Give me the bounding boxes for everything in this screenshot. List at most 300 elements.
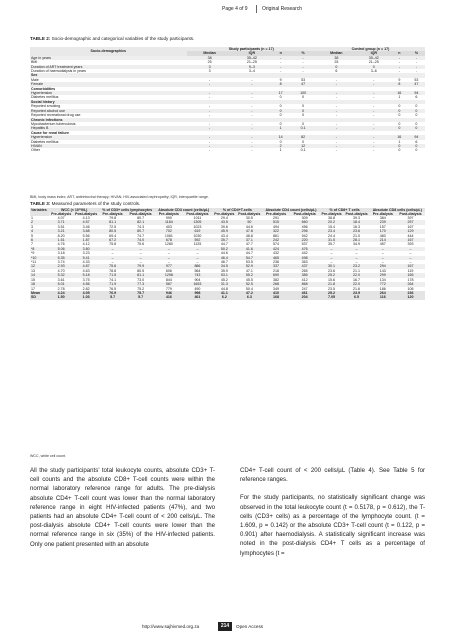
table3-cell: 1280 [164, 242, 173, 247]
table3-cell: 5.35 [49, 256, 73, 260]
table2-row-label: Age in years [30, 56, 187, 60]
table3-cell: 45.5 [245, 277, 253, 282]
table3-group-header: WCC (× 10^9/L) [49, 208, 99, 212]
table3-row-label: 14 [30, 273, 49, 277]
table3-row-label: 4 [30, 229, 49, 233]
table2-cell: 0 [316, 65, 357, 69]
table2-row-label: Hypertension [30, 91, 187, 95]
table3-cell: 78.8 [109, 268, 117, 273]
table3-cell: 337 [262, 264, 289, 268]
table3-cell: 461 [290, 291, 320, 295]
table3-cell: 167 [396, 264, 425, 268]
table3-cell: – [155, 247, 182, 251]
table3-cell: 5.32 [49, 273, 73, 277]
table3-cell: 74.3 [137, 224, 145, 229]
table3-cell: – [155, 256, 182, 260]
table2-cell: 0.1 [300, 148, 306, 153]
table2-cell: - [335, 77, 337, 82]
table2-cell: 9–3 [233, 65, 271, 69]
table2-cell: 38 [187, 56, 233, 60]
table3-cell: 50.2 [212, 247, 236, 251]
table3-row-label: 15 [31, 277, 35, 282]
table3-cell: – [167, 260, 170, 265]
table3-cell: 15.6 [328, 277, 336, 282]
table3-cell: 44.6 [220, 251, 228, 256]
table3-cell: 410 [262, 291, 289, 295]
table3-cell: 82.1 [126, 220, 155, 224]
table2-row-label: Social history [30, 100, 187, 104]
table2-cell: 47 [290, 82, 316, 86]
table3-cell: 416 [155, 295, 182, 299]
table2-row-label: Reported smoking [31, 104, 61, 109]
table2-row-label: Reported recreational drug use [31, 113, 81, 118]
table3-cell: 587 [155, 282, 182, 286]
table3-cell: 309 [301, 216, 308, 220]
table2-cell: - [187, 109, 233, 113]
table3-cell: – [111, 251, 114, 256]
table3-subheader: Pre-dialysis [214, 212, 235, 216]
table3-row-label: *11 [31, 260, 37, 265]
table3-cell: 73.0 [137, 277, 145, 282]
table2-cell: - [251, 121, 253, 126]
table3-cell: 1125 [193, 242, 202, 247]
table2-cell: 0 [391, 144, 408, 148]
table3-cell: 868 [290, 282, 320, 286]
table3-cell: 437 [290, 264, 320, 268]
table2-cell: 25 [207, 60, 212, 65]
table3-cell: 214 [370, 238, 396, 242]
table3-cell: 53.1 [212, 273, 236, 277]
table3-cell: 30.5 [245, 216, 253, 220]
table2-cell: - [373, 113, 375, 118]
table3-cell: – [370, 256, 396, 260]
table2-row-label: Hypertension [30, 135, 187, 139]
table3-cell: 81.1 [99, 220, 126, 224]
table3-cell: 53.5 [245, 260, 253, 265]
table3-cell: 4.24 [49, 291, 73, 295]
table2-row-label: Other [31, 148, 40, 153]
table3-cell: 5.01 [49, 282, 73, 286]
table3-cell: – [183, 256, 213, 260]
table3-cell: 574 [273, 242, 280, 247]
table3-subheader: Post-dialysis [396, 212, 425, 216]
table3-cell: 80.7 [137, 216, 145, 220]
table2-row-label: Female [30, 82, 187, 86]
table2-cell: 0 [279, 95, 282, 100]
table3-cell: 483 [379, 233, 386, 238]
table2-cell: 1 [398, 95, 401, 100]
table3-row-label: 6 [30, 238, 49, 242]
table2-cell: - [290, 65, 316, 69]
table2-subheader: n [271, 51, 290, 55]
table3-cell: 1.87 [73, 238, 99, 242]
table2-row [30, 148, 425, 152]
table3-cell: 44.8 [220, 286, 228, 291]
table3-cell: 1011 [193, 216, 202, 220]
table2-cell: - [373, 95, 375, 100]
table2-cell: 3 [187, 65, 233, 69]
table3-cell: 34.5 [212, 264, 236, 268]
table3-cell: 322 [262, 229, 289, 233]
table3-cell: – [381, 251, 384, 256]
table3-cell: 592 [183, 238, 213, 242]
table3-cell: 476 [290, 247, 320, 251]
table3-cell: – [126, 247, 155, 251]
table3-cell: – [139, 251, 142, 256]
table3-cell: 7.05 [320, 295, 344, 299]
table3-cell: 39.6 [220, 224, 228, 229]
table2-cell: - [357, 144, 391, 148]
table3-cell: 1.03 [73, 295, 99, 299]
table3-cell: – [99, 247, 126, 251]
table3-cell: – [99, 256, 126, 260]
table3-caption [30, 201, 140, 206]
table3-cell: 3.68 [73, 229, 99, 233]
table3-cell: – [111, 260, 114, 265]
table3-cell: – [396, 256, 425, 260]
table3-subheader: Post-dialysis [290, 212, 320, 216]
table3-subheader: Post-dialysis [75, 212, 98, 216]
table3-cell: 69.4 [109, 233, 117, 238]
table3-cell: 3.75 [82, 277, 90, 282]
table3-cell: 4.76 [57, 242, 65, 247]
table3-cell: 18.4 [344, 220, 370, 224]
table2-cell: - [187, 82, 233, 86]
table2-cell: - [373, 104, 375, 109]
table3-cell: 31.5 [320, 238, 344, 242]
table3-cell: 24.4 [328, 233, 336, 238]
table2-cell: - [373, 77, 375, 82]
table3-cell: 43.5 [212, 220, 236, 224]
table3-cell: 35.7 [328, 242, 336, 247]
table3-cell: 743 [183, 273, 213, 277]
table3-cell: 80.7 [126, 229, 155, 233]
table3-summary-label: Mean [30, 291, 49, 295]
table3-cell: 363 [301, 260, 308, 265]
table3-cell: 444 [407, 233, 414, 238]
table3-cell: 247 [301, 286, 308, 291]
table3-cell: 76.9 [99, 291, 126, 295]
table2-cell: - [373, 139, 375, 144]
table2-cell: 0 [408, 109, 425, 113]
table3-cell: 29.4 [220, 216, 228, 220]
table3-cell: 204 [290, 295, 320, 299]
table3-subheader: Pre-dialysis [262, 212, 289, 216]
table2-cell: 0 [391, 126, 408, 130]
table2-cell: - [357, 91, 391, 95]
table2-cell: - [209, 121, 211, 126]
table2-cell: - [233, 82, 271, 86]
table2-cell: 53 [414, 77, 419, 82]
table3-cell: 71.9 [99, 282, 126, 286]
table3-cell: 79.9 [126, 264, 155, 268]
table2-cell: - [280, 69, 282, 74]
table2-cell: 0 [271, 109, 290, 113]
table3-cell: 424 [262, 247, 289, 251]
table3-cell: 5.06 [49, 247, 73, 251]
table3-cell: 168 [262, 295, 289, 299]
table3-cell: 77.3 [126, 282, 155, 286]
table3-cell: 498 [290, 256, 320, 260]
table3-cell: – [320, 256, 344, 260]
table3-cell: 47.7 [245, 242, 253, 247]
table3-cell: 3.18 [57, 251, 65, 256]
table3-cell: 79.8 [109, 216, 117, 220]
table2-cell: - [398, 69, 400, 74]
table3-cell: – [320, 247, 344, 251]
table2-cell: - [251, 77, 253, 82]
table3-summary-row [30, 295, 425, 299]
table2-cell: 0 [398, 104, 401, 109]
table3-cell: 119 [407, 268, 414, 273]
table3-cell: 403 [165, 224, 172, 229]
table3-cell: 1.51 [49, 238, 73, 242]
table2-row-label: Diabetes mellitus [31, 95, 59, 100]
table3-cell: 2.93 [49, 264, 73, 268]
table2-cell: - [209, 113, 211, 118]
table3-row-label: 12 [30, 264, 49, 268]
table3-cell: 401 [183, 295, 213, 299]
table2-subheader: % [290, 51, 316, 55]
table3-cell: – [183, 247, 213, 251]
table2-cell: 0 [398, 121, 401, 126]
table3-cell: 3.21 [49, 229, 73, 233]
table3-cell: 296 [290, 229, 320, 233]
table3-row-label: 1 [31, 216, 33, 220]
table3-cell: 456 [301, 224, 308, 229]
table3-cell: 4.57 [73, 220, 99, 224]
table3-cell: 772 [370, 282, 396, 286]
table2-cell: - [209, 95, 211, 100]
table3-cell: 44.7 [245, 251, 253, 256]
table3-cell: 81.1 [126, 273, 155, 277]
table3-cell: 946 [155, 291, 182, 295]
table2-cell: 9 [279, 77, 282, 82]
table2-cell: 0 [302, 95, 305, 100]
table3-subheader: Post-dialysis [345, 212, 368, 216]
table3-cell: 236 [273, 260, 280, 265]
table3-cell: 80.5 [99, 229, 126, 233]
table3-cell: 1184 [155, 220, 182, 224]
table3-row-label: 3 [31, 224, 33, 229]
table2-cell: 0.1 [290, 126, 316, 130]
table3-cell: 46.7 [220, 260, 228, 265]
table2-cell: 2 [271, 144, 290, 148]
table2-row-label: Diabetes mellitus [31, 139, 59, 144]
table3-cell: 54.7 [236, 256, 262, 260]
table2-cell: 0 [398, 148, 401, 153]
table3-cell: 20.2 [320, 220, 344, 224]
table2-cell: 17 [271, 91, 290, 95]
table3-cell: 1298 [155, 273, 182, 277]
table3-cell: 977 [155, 264, 182, 268]
table3-cell: 75.6 [137, 242, 145, 247]
table2-cell: - [316, 109, 357, 113]
table2-cell: 0 [302, 113, 305, 118]
table3-cell: 28.1 [344, 238, 370, 242]
table2-row-label: Male [31, 77, 39, 82]
table3-group-header: % of CD8+ T cells [320, 208, 370, 212]
table3-summary-label: SD [30, 295, 49, 299]
table2-cell: - [373, 121, 375, 126]
table2-cell: - [280, 60, 282, 65]
table2-row-label: Chronic infections [30, 118, 187, 122]
table3-cell: 490 [194, 286, 201, 291]
table2-row-label: Mycobacterium tuberculosis [31, 121, 76, 126]
table3-cell: 412 [301, 277, 308, 282]
table2-caption-label: TABLE 2: [30, 36, 51, 41]
table2-cell: 16 [391, 135, 408, 139]
body-paragraph: For the study participants, no statistically significant change was observed in the total leukocyte count (t = 0.5178, p = 0.612), the T-cells (CD3+ cells) as a percentage of the lymphocyte count. (t = 1.609, p = 0.142) or the absolute CD3+ T-cell count (t = 0.122, p = 0.901) after haemodialysis. A statistically significant increase was noted in the post-dialysis CD4+ T cells as a percentage of lymphocytes (t = [240, 494, 425, 557]
table3-cell: 16.7 [353, 277, 361, 282]
table3-cell: 861 [273, 233, 280, 238]
table3-cell: 21.1 [353, 268, 361, 273]
table3-cell: 167 [396, 238, 425, 242]
page-number: 214 [218, 622, 232, 631]
table2-cell: 6 [335, 69, 338, 74]
table2-cell: - [316, 144, 357, 148]
table2-cell: - [251, 113, 253, 118]
table2-cell: - [251, 95, 253, 100]
table2-cell: - [233, 109, 271, 113]
table2-cell: 35–42 [357, 56, 391, 60]
table2-cell: - [335, 121, 337, 126]
table2-cell: 21–25 [368, 60, 379, 65]
table3-cell: 4.13 [82, 216, 90, 220]
table3-cell: 55.2 [236, 273, 262, 277]
table2-cell: - [357, 126, 391, 130]
table2-cell: 82 [290, 135, 316, 139]
table3-cell: 75.8 [109, 242, 117, 247]
table3-cell: 904 [194, 277, 201, 282]
table3-cell: 50.4 [245, 286, 253, 291]
table3-cell: 457 [379, 242, 386, 247]
journal-url-link[interactable]: http://www.sajhivmed.org.za [142, 624, 200, 629]
table2-cell: - [209, 148, 211, 153]
table3-cell: 75.6 [99, 264, 126, 268]
table3-subheader: Pre-dialysis [370, 212, 396, 216]
table3-cell: 4.33 [82, 260, 90, 265]
table2-cell: 0 [415, 104, 418, 109]
table2-cell: - [335, 113, 337, 118]
table3-cell: 779 [165, 286, 172, 291]
table3-cell: 43.4 [220, 233, 228, 238]
table3-cell: – [126, 256, 155, 260]
table2-cell: 3 [208, 69, 211, 74]
table2-cell: - [233, 144, 271, 148]
table3-cell: 349 [273, 286, 280, 291]
table3-cell: 5.41 [73, 256, 99, 260]
table3-cell: 34.9 [353, 242, 361, 247]
table3-cell: 218 [273, 268, 280, 273]
table3-cell: – [196, 251, 199, 256]
table2-cell: - [415, 69, 418, 74]
table3-cell: 48.8 [245, 233, 253, 238]
table3-cell: 21.0 [353, 233, 361, 238]
table3-cell: 384 [379, 216, 386, 220]
table3-cell: 39.3 [353, 216, 361, 220]
page-header [0, 4, 453, 16]
table3-cell: 3.71 [49, 220, 73, 224]
table2-cell: - [316, 91, 357, 95]
table3-cell: 167 [407, 224, 414, 229]
body-paragraph: All the study participants’ total leukocyte counts, absolute CD3+ T-cell counts and the absolute CD8+ T-cell counts were within the normal laboratory reference range for adults. The pre-dialysis absolute CD4+ T-cell count was lower than the normal laboratory reference range in eight HIV-infected patients (47%), and two patients had an absolute CD4+ T-cell count of < 200 cells/µL. The post-dialysis absolute CD4+ T-cell counts were lower than the normal reference range in six (35%) of the HIV-infected patients. Only one patient presented with an absolute [30, 467, 215, 548]
table3-cell: 942 [301, 233, 308, 238]
table3-cell: 6.3 [236, 295, 262, 299]
table2-caption [30, 36, 194, 41]
table3-cell: 44.6 [245, 224, 253, 229]
table3-cell: – [139, 260, 142, 265]
table2-cell: 94 [408, 91, 425, 95]
table3-cell: – [370, 247, 396, 251]
table3-cell: 606 [165, 268, 172, 273]
table3-cell: 46.4 [212, 256, 236, 260]
table2-cell: - [408, 65, 425, 69]
table2-cell: 16 [391, 91, 408, 95]
table3-cell: 291 [273, 216, 280, 220]
table3-cell: 23.2 [344, 264, 370, 268]
table3-cell: 67.2 [99, 238, 126, 242]
table3-cell: 619 [183, 229, 213, 233]
table3-cell: 3.51 [57, 224, 65, 229]
table3-group-header: Absolute CD4 count (cells/µL) [262, 208, 319, 212]
table3-cell: 25.2 [320, 273, 344, 277]
table2-group-study: Study participants (n = 17) [187, 47, 316, 51]
table3-cell: 80.5 [137, 268, 145, 273]
table3-cell: 2.78 [57, 286, 65, 291]
table2-row-label: Comorbidities [31, 86, 56, 91]
table2-cell: - [335, 148, 337, 153]
table2-cell: - [187, 91, 233, 95]
table3-cell: 72.5 [109, 224, 117, 229]
table2-cell: 0 [415, 148, 418, 153]
table2-cell: - [187, 135, 233, 139]
table2-row-label: Duration of ART treatment years [30, 65, 187, 69]
table3-cell: 25.2 [320, 291, 344, 295]
table2-cell: 8 [271, 82, 290, 86]
table2-cell: - [373, 148, 375, 153]
table3-cell: – [381, 260, 384, 265]
table2-cell: - [302, 69, 304, 74]
open-access-label: Open Access [236, 624, 264, 629]
table2-subheader: n [391, 51, 408, 55]
table2-subheader: Median [316, 51, 357, 55]
table3-cell: 120 [396, 295, 425, 299]
table3-cell: 1305 [183, 220, 213, 224]
table3-caption-label: TABLE 3: [30, 201, 51, 206]
table3-head-first: Variables [30, 208, 49, 216]
table3-cell: 116 [370, 295, 396, 299]
table3-cell: 52.5 [236, 282, 262, 286]
table2-cell: 1 [398, 139, 401, 144]
table3-cell: 75.2 [137, 286, 145, 291]
table3-cell: – [355, 251, 358, 256]
table3-row-label: 7 [31, 242, 33, 247]
table2-cell: 14 [271, 135, 290, 139]
table3-cell: 494 [273, 224, 280, 229]
table2-cell: 0 [279, 113, 282, 118]
table3-cell: 886 [183, 264, 213, 268]
table3-row-label: 2 [30, 220, 49, 224]
table3-cell: 74.0 [126, 238, 155, 242]
table3-cell: 4.07 [57, 216, 65, 220]
table3-cell: 23.4 [320, 229, 344, 233]
table3-group-header: Absolute CD8 cells (cells/µL) [370, 208, 425, 212]
table3-cell: 844 [165, 277, 172, 282]
table3-cell: 4.70 [57, 268, 65, 273]
table3-cell: 5.56 [82, 233, 90, 238]
table3-row-label: *8 [30, 247, 49, 251]
